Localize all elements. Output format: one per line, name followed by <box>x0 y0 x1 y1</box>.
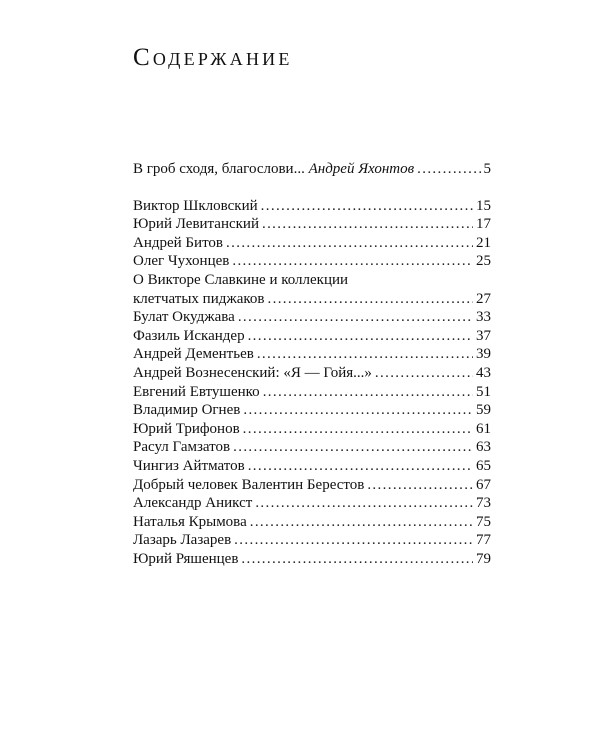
toc-entry-title: Наталья Крымова <box>133 513 247 530</box>
toc-page-number: 33 <box>476 309 491 326</box>
toc-entry-text: В гроб сходя, благослови... <box>133 161 305 177</box>
dot-leader <box>257 345 473 364</box>
toc-page-number: 75 <box>476 513 491 530</box>
toc-page-number: 65 <box>476 457 491 474</box>
toc-entry <box>133 308 491 327</box>
dot-leader <box>234 531 473 550</box>
dot-leader <box>250 513 473 532</box>
dot-leader <box>233 438 473 457</box>
toc-page-number: 37 <box>476 327 491 344</box>
toc-entry-title: Юрий Левитанский <box>133 216 259 233</box>
toc-entry-title: Расул Гамзатов <box>133 439 231 456</box>
toc-entry-title: клетчатых пиджаков <box>133 290 265 307</box>
toc-page-number: 59 <box>476 402 491 419</box>
dot-leader <box>375 364 473 383</box>
toc-entry <box>133 383 491 402</box>
toc-page-number: 61 <box>476 420 491 437</box>
dot-leader <box>255 494 473 513</box>
dot-leader <box>238 308 473 327</box>
dot-leader <box>263 383 473 402</box>
toc-entry-title: Евгений Евтушенко <box>133 383 260 400</box>
dot-leader <box>367 476 473 495</box>
toc-entry <box>133 215 491 234</box>
toc-page-number: 17 <box>476 216 491 233</box>
dot-leader <box>243 401 473 420</box>
toc-page-number: 15 <box>476 197 491 214</box>
toc-entry <box>133 345 491 364</box>
toc-entry-title: Юрий Ряшенцев <box>133 550 239 567</box>
toc-page-number: 77 <box>476 532 491 549</box>
toc-entry <box>133 550 491 569</box>
toc-entry <box>133 234 491 253</box>
dot-leader <box>248 327 473 346</box>
dot-leader <box>241 550 473 569</box>
dot-leader <box>232 252 473 271</box>
dot-leader <box>243 420 473 439</box>
toc-entry-title: Юрий Трифонов <box>133 420 240 437</box>
toc-entry-title: Виктор Шкловский <box>133 197 258 214</box>
toc-page-number: 73 <box>476 495 491 512</box>
toc-entry <box>133 513 491 532</box>
dot-leader <box>417 160 480 179</box>
toc-entry <box>133 252 491 271</box>
toc-entry-title: Лазарь Лазарев <box>133 532 232 549</box>
toc-entry-title: Александр Аникст <box>133 495 253 512</box>
dot-leader <box>226 234 473 253</box>
toc-entry-title <box>133 160 414 179</box>
table-of-contents <box>133 160 491 568</box>
dot-leader <box>262 215 473 234</box>
toc-entry-title: Андрей Битов <box>133 234 224 251</box>
toc-entry-author: Андрей Яхонтов <box>308 161 415 177</box>
toc-page-number: 63 <box>476 439 491 456</box>
toc-entry-title: Добрый человек Валентин Берестов <box>133 476 365 493</box>
toc-page-number: 43 <box>476 364 491 381</box>
toc-entry-title: Булат Окуджава <box>133 309 235 326</box>
toc-entry-title: Владимир Огнев <box>133 402 241 419</box>
toc-entry-title: Фазиль Искандер <box>133 327 245 344</box>
page-title <box>133 44 293 72</box>
toc-entry <box>133 327 491 346</box>
toc-page-number: 25 <box>476 253 491 270</box>
toc-entry-title: Олег Чухонцев <box>133 253 230 270</box>
toc-entry <box>133 476 491 495</box>
toc-entry <box>133 531 491 550</box>
toc-entry-title: Андрей Вознесенский: «Я — Гойя...» <box>133 364 372 381</box>
toc-entry <box>133 160 491 179</box>
dot-leader <box>248 457 473 476</box>
toc-page-number: 5 <box>483 161 491 177</box>
dot-leader <box>268 290 474 309</box>
toc-entry <box>133 290 491 309</box>
toc-entry <box>133 457 491 476</box>
toc-page-number: 79 <box>476 550 491 567</box>
toc-page-number: 39 <box>476 346 491 363</box>
title-text: Содержание <box>133 44 293 71</box>
toc-entry-title: Чингиз Айтматов <box>133 457 245 474</box>
toc-entry <box>133 197 491 216</box>
dot-leader <box>261 197 473 216</box>
toc-entry <box>133 494 491 513</box>
toc-entry-title: Андрей Дементьев <box>133 346 254 363</box>
toc-page-number: 21 <box>476 234 491 251</box>
toc-entry <box>133 438 491 457</box>
toc-entry <box>133 420 491 439</box>
toc-entry <box>133 364 491 383</box>
toc-page-number: 67 <box>476 476 491 493</box>
toc-entry <box>133 401 491 420</box>
toc-entry-title-line1: О Викторе Славкине и коллекции <box>133 271 349 288</box>
toc-page-number: 27 <box>476 290 491 307</box>
toc-page-number: 51 <box>476 383 491 400</box>
